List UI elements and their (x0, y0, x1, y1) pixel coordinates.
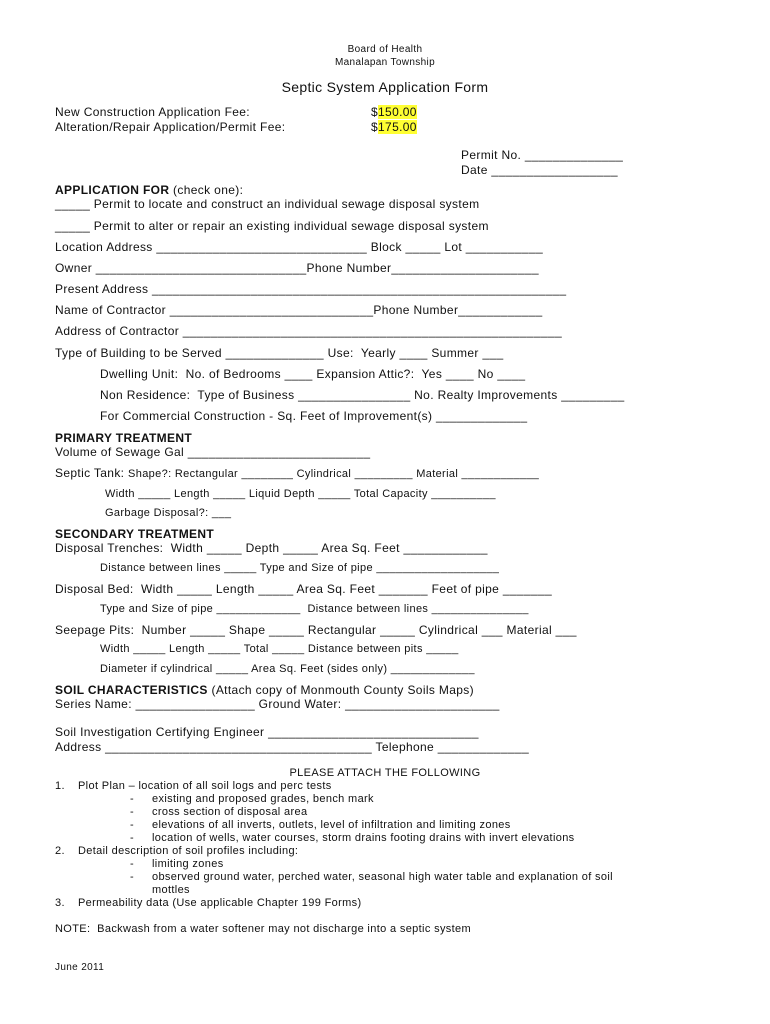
location-address-field[interactable]: Location Address ______________________________ Block _____ Lot ___________ (55, 240, 544, 254)
trench-distance-field[interactable]: Distance between lines _____ Type and Size of pipe ___________________ (100, 562, 500, 574)
list-subitem: observed ground water, perched water, seasonal high water table and explanation of soil (152, 871, 613, 883)
soil-characteristics-heading (55, 683, 474, 697)
new-construction-fee-amount: 150.00 (378, 105, 417, 119)
septic-tank-label: Septic Tank: (55, 466, 129, 480)
option-alter-permit[interactable]: _____ Permit to alter or repair an existing individual sewage disposal system (55, 219, 489, 233)
pit-dimensions-field[interactable]: Width _____ Length _____ Total _____ Distance between pits _____ (100, 643, 459, 655)
list-dash: - (130, 819, 135, 831)
revision-date: June 2011 (55, 962, 105, 973)
garbage-disposal-field[interactable]: Garbage Disposal?: ___ (105, 507, 232, 519)
list-number: 1. (55, 780, 65, 792)
alteration-fee-value (371, 120, 417, 134)
option-new-permit[interactable]: _____ Permit to locate and construct an individual sewage disposal system (55, 197, 480, 211)
soil-characteristics-label: SOIL CHARACTERISTICS (55, 683, 208, 697)
list-item: Permeability data (Use applicable Chapter 199 Forms) (78, 897, 362, 909)
soil-engineer-field[interactable]: Soil Investigation Certifying Engineer ______________________________ (55, 725, 479, 739)
contractor-name-field[interactable]: Name of Contractor _____________________________Phone Number____________ (55, 303, 543, 317)
application-for-heading (55, 183, 243, 197)
list-item: Detail description of soil profiles including: (78, 845, 299, 857)
list-number: 3. (55, 897, 65, 909)
disposal-trenches-field[interactable]: Disposal Trenches: Width _____ Depth _____ Area Sq. Feet ____________ (55, 541, 488, 555)
primary-treatment-heading: PRIMARY TREATMENT (55, 431, 193, 445)
date-field[interactable]: Date __________________ (461, 163, 618, 177)
new-construction-fee-value (371, 105, 417, 119)
contractor-address-field[interactable]: Address of Contractor ______________________________________________________ (55, 324, 563, 338)
soil-maps-note: (Attach copy of Monmouth County Soils Maps) (207, 683, 474, 697)
owner-field[interactable]: Owner ______________________________Phone Number_____________________ (55, 261, 539, 275)
non-residence-field[interactable]: Non Residence: Type of Business ________________ No. Realty Improvements _________ (100, 388, 625, 402)
list-item: Plot Plan – location of all soil logs and perc tests (78, 780, 332, 792)
list-dash: - (130, 793, 135, 805)
dwelling-unit-field[interactable]: Dwelling Unit: No. of Bedrooms ____ Expansion Attic?: Yes ____ No ____ (100, 367, 526, 381)
engineer-address-field[interactable]: Address ______________________________________ Telephone _____________ (55, 740, 530, 754)
list-dash: - (130, 871, 135, 883)
list-dash: - (130, 858, 135, 870)
septic-tank-shape[interactable]: Shape?: Rectangular ________ Cylindrical _________ Material ____________ (128, 468, 540, 480)
list-number: 2. (55, 845, 65, 857)
list-subitem-continued: mottles (152, 884, 190, 896)
permit-number-field[interactable]: Permit No. ______________ (461, 148, 624, 162)
township-heading: Manalapan Township (334, 57, 436, 68)
alteration-fee-label: Alteration/Repair Application/Permit Fee: (55, 120, 286, 134)
dollar-sign: $ (371, 105, 379, 119)
commercial-construction-field[interactable]: For Commercial Construction - Sq. Feet of Improvement(s) _____________ (100, 409, 528, 423)
present-address-field[interactable]: Present Address ___________________________________________________________ (55, 282, 567, 296)
pit-diameter-field[interactable]: Diameter if cylindrical _____ Area Sq. Feet (sides only) _____________ (100, 663, 475, 675)
septic-tank-field[interactable] (55, 466, 539, 481)
list-dash: - (130, 806, 135, 818)
secondary-treatment-heading: SECONDARY TREATMENT (55, 527, 215, 541)
list-subitem: limiting zones (152, 858, 224, 870)
application-for-label: APPLICATION FOR (55, 183, 170, 197)
alteration-fee-amount: 175.00 (378, 120, 417, 134)
new-construction-fee-label: New Construction Application Fee: (55, 105, 250, 119)
page-title: Septic System Application Form (281, 79, 489, 95)
building-type-field[interactable]: Type of Building to be Served ______________ Use: Yearly ____ Summer ___ (55, 346, 504, 360)
tank-dimensions-field[interactable]: Width _____ Length _____ Liquid Depth _____ Total Capacity __________ (105, 488, 496, 500)
list-subitem: existing and proposed grades, bench mark (152, 793, 374, 805)
dollar-sign: $ (371, 120, 379, 134)
disposal-bed-field[interactable]: Disposal Bed: Width _____ Length _____ Area Sq. Feet _______ Feet of pipe _______ (55, 582, 553, 596)
list-dash: - (130, 832, 135, 844)
backwash-note: NOTE: Backwash from a water softener may not discharge into a septic system (55, 923, 472, 935)
list-subitem: elevations of all inverts, outlets, level of infiltration and limiting zones (152, 819, 511, 831)
series-name-field[interactable]: Series Name: _________________ Ground Water: ______________________ (55, 697, 500, 711)
seepage-pits-field[interactable]: Seepage Pits: Number _____ Shape _____ Rectangular _____ Cylindrical ___ Material ___ (55, 623, 577, 637)
list-subitem: cross section of disposal area (152, 806, 308, 818)
list-subitem: location of wells, water courses, storm drains footing drains with invert elevations (152, 832, 575, 844)
check-one-note: (check one): (169, 183, 244, 197)
bed-pipe-field[interactable]: Type and Size of pipe _____________ Distance between lines _______________ (100, 603, 529, 615)
sewage-volume-field[interactable]: Volume of Sewage Gal __________________________ (55, 445, 371, 459)
board-of-health-heading: Board of Health (347, 44, 423, 55)
attach-heading: PLEASE ATTACH THE FOLLOWING (289, 767, 481, 779)
